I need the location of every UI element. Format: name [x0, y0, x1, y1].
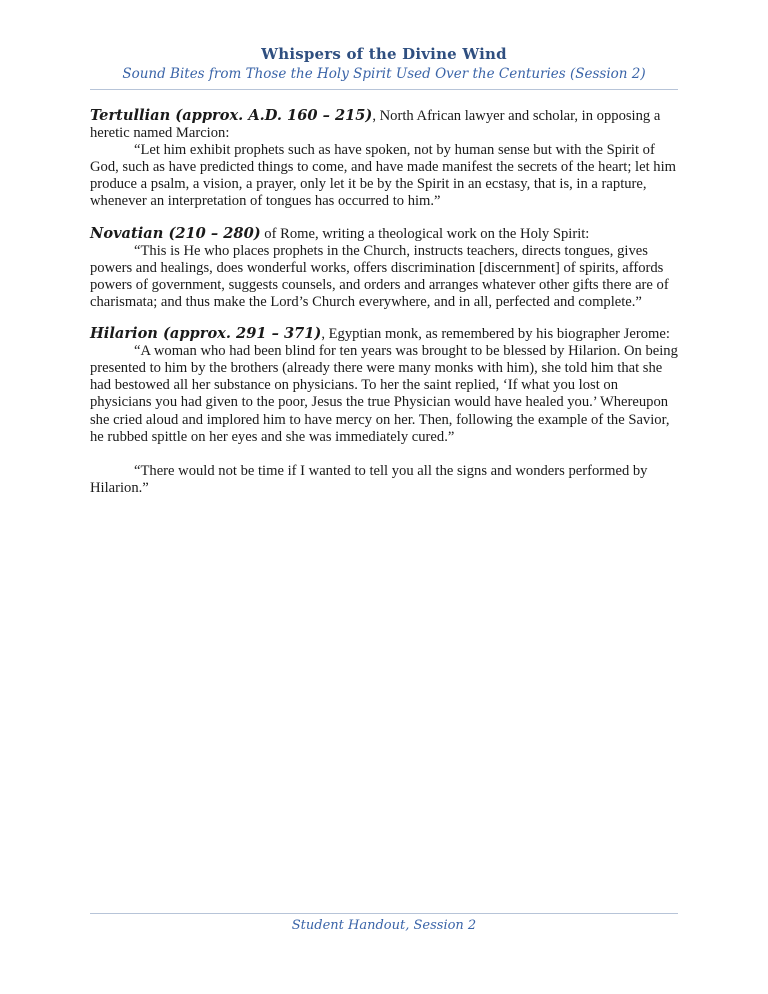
header-divider — [90, 89, 678, 90]
footer-divider — [90, 913, 678, 914]
person-description: of Rome, writing a theological work on the Holy Spirit: — [260, 225, 590, 242]
quote-paragraph: “Let him exhibit prophets such as have spoken, not by human sense but with the Spirit of God, such as have predicted things to come, and have made manifest the secrets of the heart; let him produce a psalm, a vision, a prayer, only let it be by the Spirit in an ecstasy, that is, in a rapture, whenever an interpretation of tongues has occurred to him.” — [90, 142, 676, 210]
entry-tertullian — [90, 107, 678, 211]
entry-intro — [90, 325, 678, 343]
entry-intro — [90, 225, 678, 243]
page-footer: Student Handout, Session 2 — [291, 918, 477, 933]
person-name: Tertullian (approx. A.D. 160 – 215) — [90, 107, 373, 124]
quote-paragraph: “This is He who places prophets in the Church, instructs teachers, directs tongues, gives powers and healings, does wonderful works, offers discrimination [discernment] of spirits, affords powers of government, suggests counsels, and orders and arranges whatever other gifts there are of charismata; and thus make the Lord’s Church everywhere, and in all, perfected and complete.” — [90, 242, 669, 310]
document-title: Whispers of the Divine Wind — [261, 45, 507, 63]
entry-novatian — [90, 225, 678, 311]
person-description: , Egyptian monk, as remembered by his biographer Jerome: — [321, 326, 670, 343]
entry-hilarion — [90, 325, 678, 497]
person-description: , North African lawyer and scholar, in opposing a heretic named Marcion: — [90, 108, 661, 142]
document-body — [90, 107, 678, 511]
quote-paragraph: “A woman who had been blind for ten years was brought to be blessed by Hilarion. On being presented to him by the brothers (already there were many monks with him), she told him that she had bestowed all her substance on physicians. To her the saint replied, ‘If what you lost on physicians you had given to the poor, Jesus the true Physician would have healed you.’ Whereupon she cried aloud and implored him to have mercy on her. Then, following the example of the Savior, he rubbed spittle on her eyes and she was immediately cured.” — [90, 343, 678, 445]
person-name: Novatian (210 – 280) — [90, 224, 261, 242]
document-subtitle: Sound Bites from Those the Holy Spirit Used Over the Centuries (Session 2) — [122, 66, 646, 82]
page-header — [90, 44, 678, 83]
quote-paragraph: “There would not be time if I wanted to tell you all the signs and wonders performed by Hilarion.” — [90, 462, 648, 496]
person-name: Hilarion (approx. 291 – 371) — [90, 325, 322, 343]
entry-intro — [90, 107, 678, 142]
